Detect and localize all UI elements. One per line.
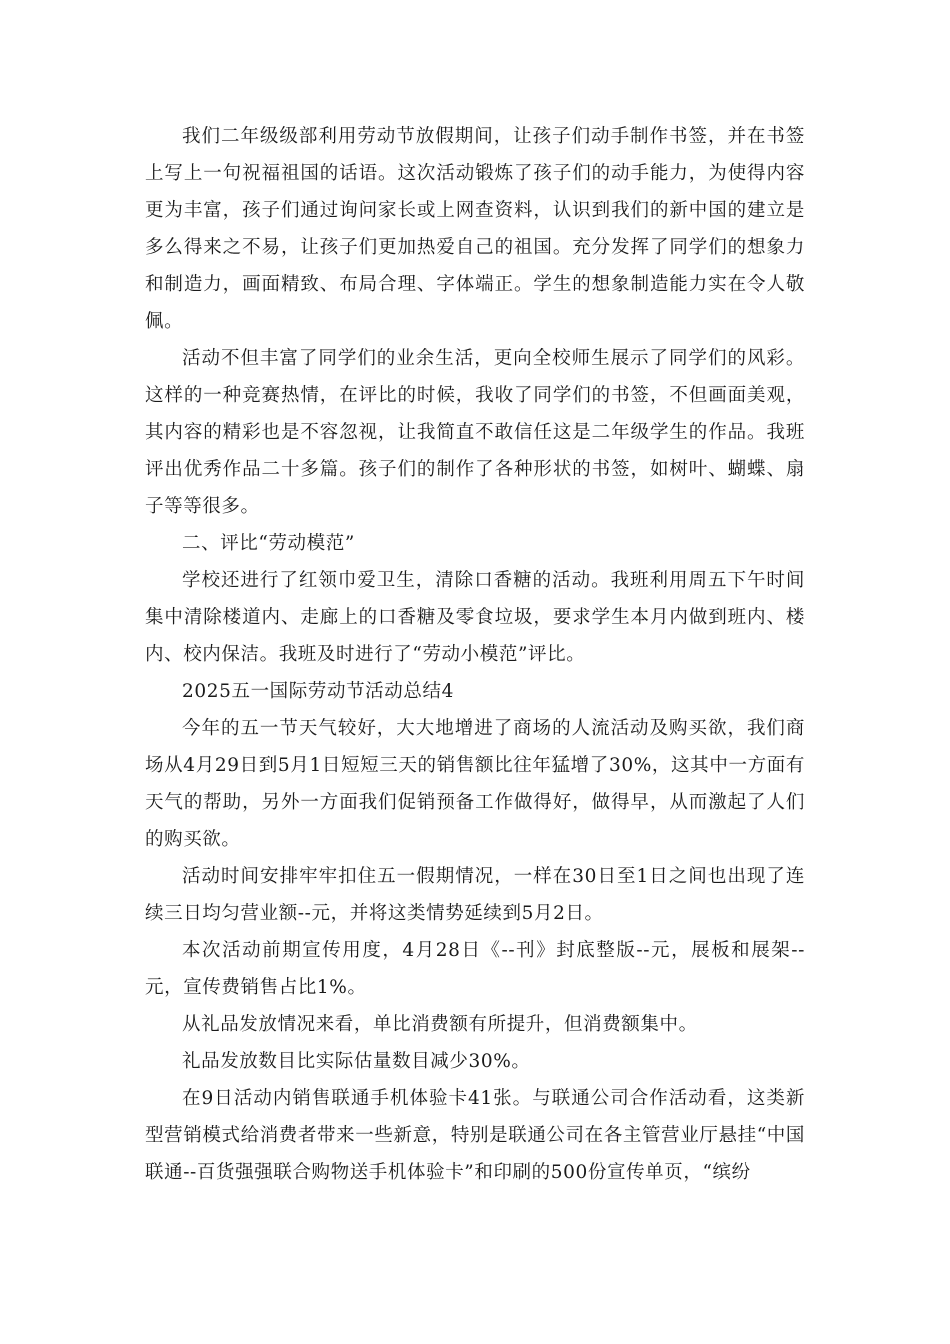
paragraph-promotion-cost: 本次活动前期宣传用度，4月28日《--刊》封底整版--元，展板和展架--元，宣传费销售占比1%。 <box>145 940 805 998</box>
section-title-summary-4: 2025五一国际劳动节活动总结4 <box>182 681 454 702</box>
paragraph-gift-quantity: 礼品发放数目比实际估量数目减少30%。 <box>182 1051 531 1072</box>
document-body <box>145 118 805 1191</box>
paragraph-bookmark-activity: 我们二年级级部利用劳动节放假期间，让孩子们动手制作书签，并在书签上写上一句祝福祖国的话语。这次活动锻炼了孩子们的动手能力，为使得内容更为丰富，孩子们通过询问家长或上网查资料，认识到我们的新中国的建立是多么得来之不易，让孩子们更加热爱自己的祖国。充分发挥了同学们的想象力和制造力，画面精致、布局合理、字体端正。学生的想象制造能力实在令人敬佩。 <box>145 126 805 332</box>
paragraph-unicom-cooperation: 在9日活动内销售联通手机体验卡41张。与联通公司合作活动看，这类新型营销模式给消费者带来一些新意，特别是联通公司在各主管营业厅悬挂“中国联通--百货强强联合购物送手机体验卡”和印刷的500份宣传单页，“缤纷 <box>145 1088 805 1183</box>
paragraph-sales-overview: 今年的五一节天气较好，大大地增进了商场的人流活动及购买欲，我们商场从4月29日到5月1日短短三天的销售额比往年猛增了30%，这其中一方面有天气的帮助，另外一方面我们促销预备工作做得好，做得早，从而激起了人们的购买欲。 <box>145 718 805 850</box>
paragraph-activity-schedule: 活动时间安排牢牢扣住五一假期情况，一样在30日至1日之间也出现了连续三日均匀营业额--元，并将这类情势延续到5月2日。 <box>145 866 805 924</box>
section-heading-labor-model: 二、评比“劳动模范” <box>182 533 355 554</box>
paragraph-cleaning-activity: 学校还进行了红领巾爱卫生，清除口香糖的活动。我班利用周五下午时间集中清除楼道内、走廊上的口香糖及零食垃圾，要求学生本月内做到班内、楼内、校内保洁。我班及时进行了“劳动小模范”评比。 <box>145 570 805 665</box>
paragraph-gift-distribution: 从礼品发放情况来看，单比消费额有所提升，但消费额集中。 <box>182 1014 698 1035</box>
paragraph-activity-results: 活动不但丰富了同学们的业余生活，更向全校师生展示了同学们的风彩。这样的一种竞赛热情，在评比的时候，我收了同学们的书签，不但画面美观，其内容的精彩也是不容忽视，让我简直不敢信任这是二年级学生的作品。我班评出优秀作品二十多篇。孩子们的制作了各种形状的书签，如树叶、蝴蝶、扇子等等很多。 <box>145 348 805 517</box>
